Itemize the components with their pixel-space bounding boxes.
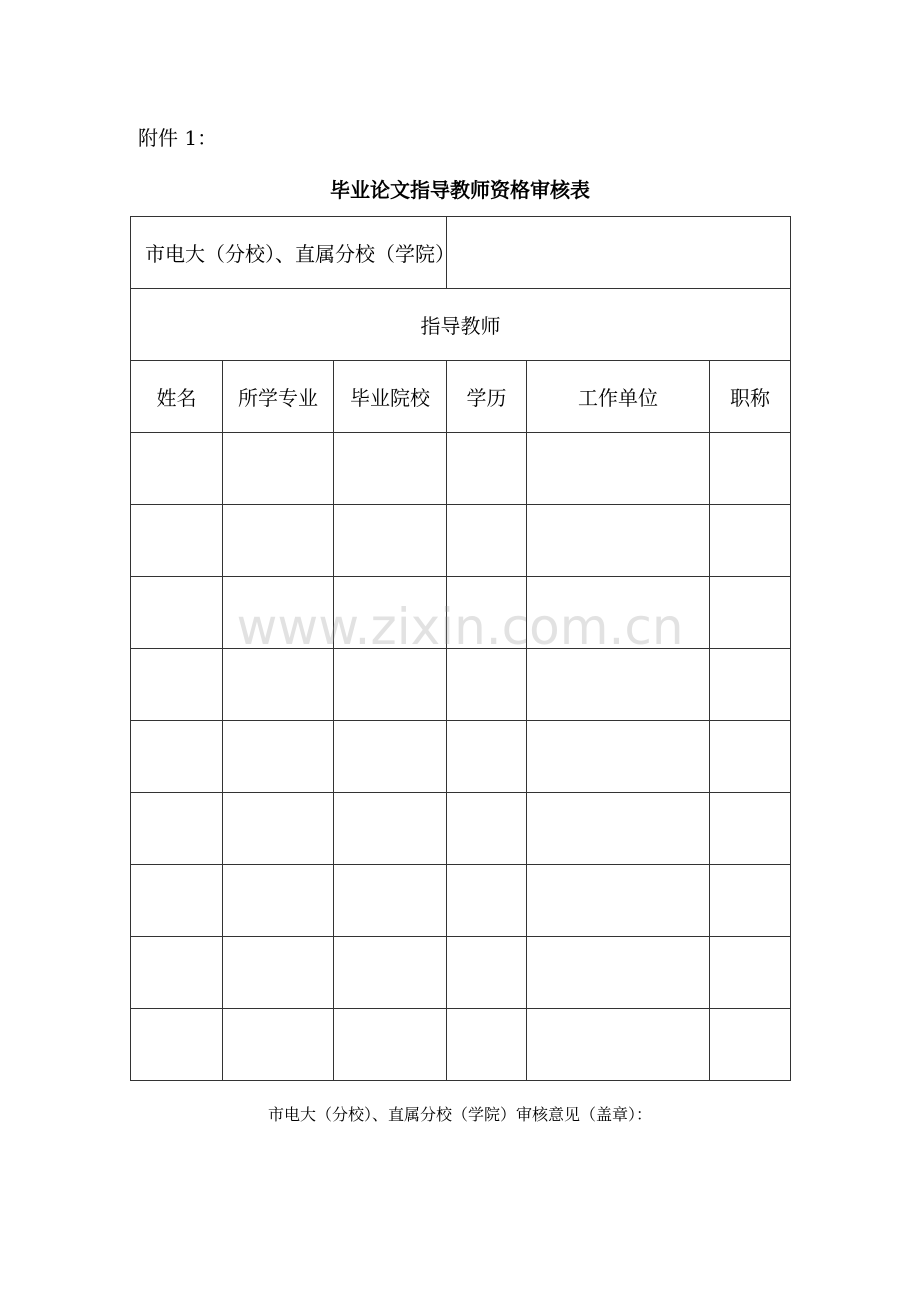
title-cell[interactable] <box>710 649 791 721</box>
table-row <box>131 793 791 865</box>
column-header-row <box>131 361 791 433</box>
table-row <box>131 937 791 1009</box>
name-cell[interactable] <box>131 937 223 1009</box>
qualification-review-table <box>130 216 791 1081</box>
section-header-row <box>131 289 791 361</box>
column-header-name: 姓名 <box>131 361 223 433</box>
work-unit-cell[interactable] <box>527 721 710 793</box>
education-cell[interactable] <box>447 1009 527 1081</box>
title-cell[interactable] <box>710 937 791 1009</box>
table-row <box>131 1009 791 1081</box>
graduate-school-cell[interactable] <box>334 865 447 937</box>
table-row <box>131 505 791 577</box>
education-cell[interactable] <box>447 505 527 577</box>
section-header: 指导教师 <box>131 289 791 361</box>
graduate-school-cell[interactable] <box>334 1009 447 1081</box>
major-cell[interactable] <box>223 865 334 937</box>
table-row <box>131 577 791 649</box>
title-cell[interactable] <box>710 865 791 937</box>
major-cell[interactable] <box>223 577 334 649</box>
name-cell[interactable] <box>131 721 223 793</box>
education-cell[interactable] <box>447 937 527 1009</box>
work-unit-cell[interactable] <box>527 937 710 1009</box>
name-cell[interactable] <box>131 433 223 505</box>
title-cell[interactable] <box>710 505 791 577</box>
attachment-label: 附件 1： <box>138 126 218 150</box>
work-unit-cell[interactable] <box>527 433 710 505</box>
name-cell[interactable] <box>131 649 223 721</box>
name-cell[interactable] <box>131 793 223 865</box>
title-cell[interactable] <box>710 1009 791 1081</box>
education-cell[interactable] <box>447 649 527 721</box>
graduate-school-cell[interactable] <box>334 793 447 865</box>
column-header-major: 所学专业 <box>223 361 334 433</box>
work-unit-cell[interactable] <box>527 577 710 649</box>
education-cell[interactable] <box>447 865 527 937</box>
name-cell[interactable] <box>131 865 223 937</box>
major-cell[interactable] <box>223 793 334 865</box>
major-cell[interactable] <box>223 505 334 577</box>
graduate-school-cell[interactable] <box>334 577 447 649</box>
column-header-title: 职称 <box>710 361 791 433</box>
document-title: 毕业论文指导教师资格审核表 <box>330 178 590 202</box>
school-row <box>131 217 791 289</box>
major-cell[interactable] <box>223 433 334 505</box>
education-cell[interactable] <box>447 433 527 505</box>
work-unit-cell[interactable] <box>527 1009 710 1081</box>
school-label: 市电大（分校）、直属分校（学院） <box>131 217 447 289</box>
major-cell[interactable] <box>223 721 334 793</box>
title-cell[interactable] <box>710 577 791 649</box>
major-cell[interactable] <box>223 1009 334 1081</box>
major-cell[interactable] <box>223 937 334 1009</box>
work-unit-cell[interactable] <box>527 865 710 937</box>
column-header-work-unit: 工作单位 <box>527 361 710 433</box>
graduate-school-cell[interactable] <box>334 433 447 505</box>
table-row <box>131 649 791 721</box>
title-cell[interactable] <box>710 793 791 865</box>
education-cell[interactable] <box>447 721 527 793</box>
graduate-school-cell[interactable] <box>334 649 447 721</box>
name-cell[interactable] <box>131 505 223 577</box>
name-cell[interactable] <box>131 1009 223 1081</box>
major-cell[interactable] <box>223 649 334 721</box>
column-header-graduate-school: 毕业院校 <box>334 361 447 433</box>
title-cell[interactable] <box>710 721 791 793</box>
title-cell[interactable] <box>710 433 791 505</box>
graduate-school-cell[interactable] <box>334 505 447 577</box>
table-row <box>131 865 791 937</box>
work-unit-cell[interactable] <box>527 649 710 721</box>
work-unit-cell[interactable] <box>527 793 710 865</box>
name-cell[interactable] <box>131 577 223 649</box>
watermark: www.zixin.com.cn <box>236 598 684 656</box>
work-unit-cell[interactable] <box>527 505 710 577</box>
graduate-school-cell[interactable] <box>334 937 447 1009</box>
school-value-cell[interactable] <box>447 217 791 289</box>
review-opinion-label: 市电大（分校）、直属分校（学院）审核意见（盖章）： <box>267 1105 652 1124</box>
education-cell[interactable] <box>447 793 527 865</box>
table-row <box>131 433 791 505</box>
education-cell[interactable] <box>447 577 527 649</box>
table-row <box>131 721 791 793</box>
graduate-school-cell[interactable] <box>334 721 447 793</box>
column-header-education: 学历 <box>447 361 527 433</box>
